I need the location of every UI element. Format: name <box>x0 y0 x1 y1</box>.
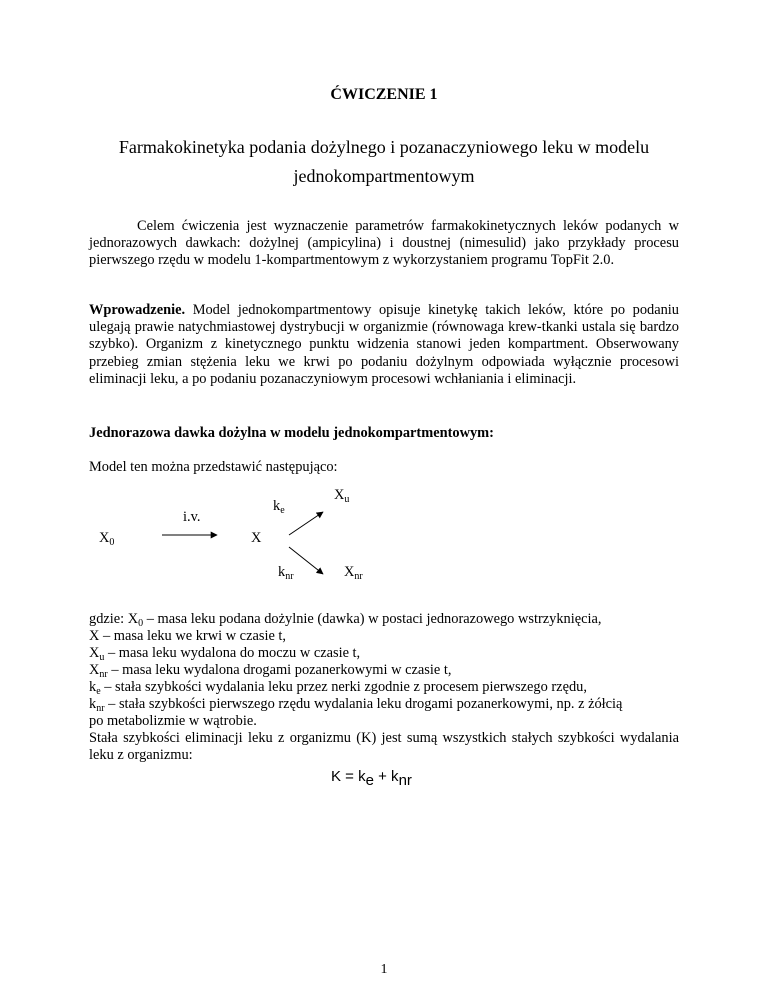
page-number: 1 <box>380 962 388 977</box>
summary-paragraph: Stała szybkości eliminacji leku z organizmu (K) jest sumą wszystkich stałych szybkości wydalania leku z organizmu: <box>89 730 679 764</box>
definition-xnr: $X_{nr}$ – masa leku wydalona drogami pozanerkowymi w czasie t, <box>89 662 452 680</box>
ke-label: $k_e$ <box>273 498 285 516</box>
x-label: X <box>251 530 262 546</box>
definition-knr: $k_{nr}$ – stała szybkości pierwszego rzędu wydalania leku drogami pozanerkowymi, np. z żółcią <box>89 696 623 714</box>
definition-x0: gdzie: $X_0$ – masa leku podana dożylnie (dawka) w postaci jednorazowego wstrzyknięcia, <box>89 611 602 629</box>
subtitle-line-2: jednokompartmentowym <box>293 166 475 186</box>
introduction-label: Wprowadzenie. <box>89 302 186 318</box>
model-intro: Model ten można przedstawić następująco: <box>89 459 338 475</box>
arrow-to-xnr <box>289 547 323 574</box>
definition-ke: $k_e$ – stała szybkości wydalania leku przez nerki zgodnie z procesem pierwszego rzędu, <box>89 679 587 697</box>
iv-label: i.v. <box>183 509 201 525</box>
section-heading: Jednorazowa dawka dożylna w modelu jednokompartmentowym: <box>89 425 494 441</box>
arrow-to-xu <box>289 512 323 535</box>
intro-text: Celem ćwiczenia jest wyznaczenie parametrów farmakokinetycznych leków podanych w jednorazowych dawkach: dożylnej (ampicylina) i doustnej (nimesulid) jako przykłady procesu pierwszego rzędu w modelu 1-kompartmentowym z wykorzystaniem programu TopFit 2.0. <box>89 218 679 269</box>
exercise-heading: ĆWICZENIE 1 <box>330 86 438 103</box>
introduction-text: Model jednokompartmentowy opisuje kinetykę takich leków, które po podaniu ulegają prawie natychmiastowej dystrybucji w organizmie (równowaga krew-tkanki ustala się bardzo szybko). Organizm z kinetycznego punktu widzenia stanowi jeden kompartment. Obserwowany przebieg zmian stężenia leku we krwi po podaniu dożylnym odpowiada wyłącznie procesowi eliminacji leku, a po podaniu pozanaczyniowym procesowi wchłaniania i eliminacji. <box>89 302 679 387</box>
definition-continuation: po metabolizmie w wątrobie. <box>89 713 257 729</box>
elimination-formula: $K = k_e + k_{nr}$ <box>331 768 412 789</box>
x0-label: $X_0$ <box>99 530 115 548</box>
xnr-label: $X_{nr}$ <box>344 564 363 582</box>
definition-x: X – masa leku we krwi w czasie t, <box>89 628 287 644</box>
knr-label: $k_{nr}$ <box>278 564 294 582</box>
xu-label: $X_u$ <box>334 487 350 505</box>
definition-xu: $X_u$ – masa leku wydalona do moczu w czasie t, <box>89 645 361 663</box>
subtitle-line-1: Farmakokinetyka podania dożylnego i pozanaczyniowego leku w modelu <box>118 137 650 157</box>
